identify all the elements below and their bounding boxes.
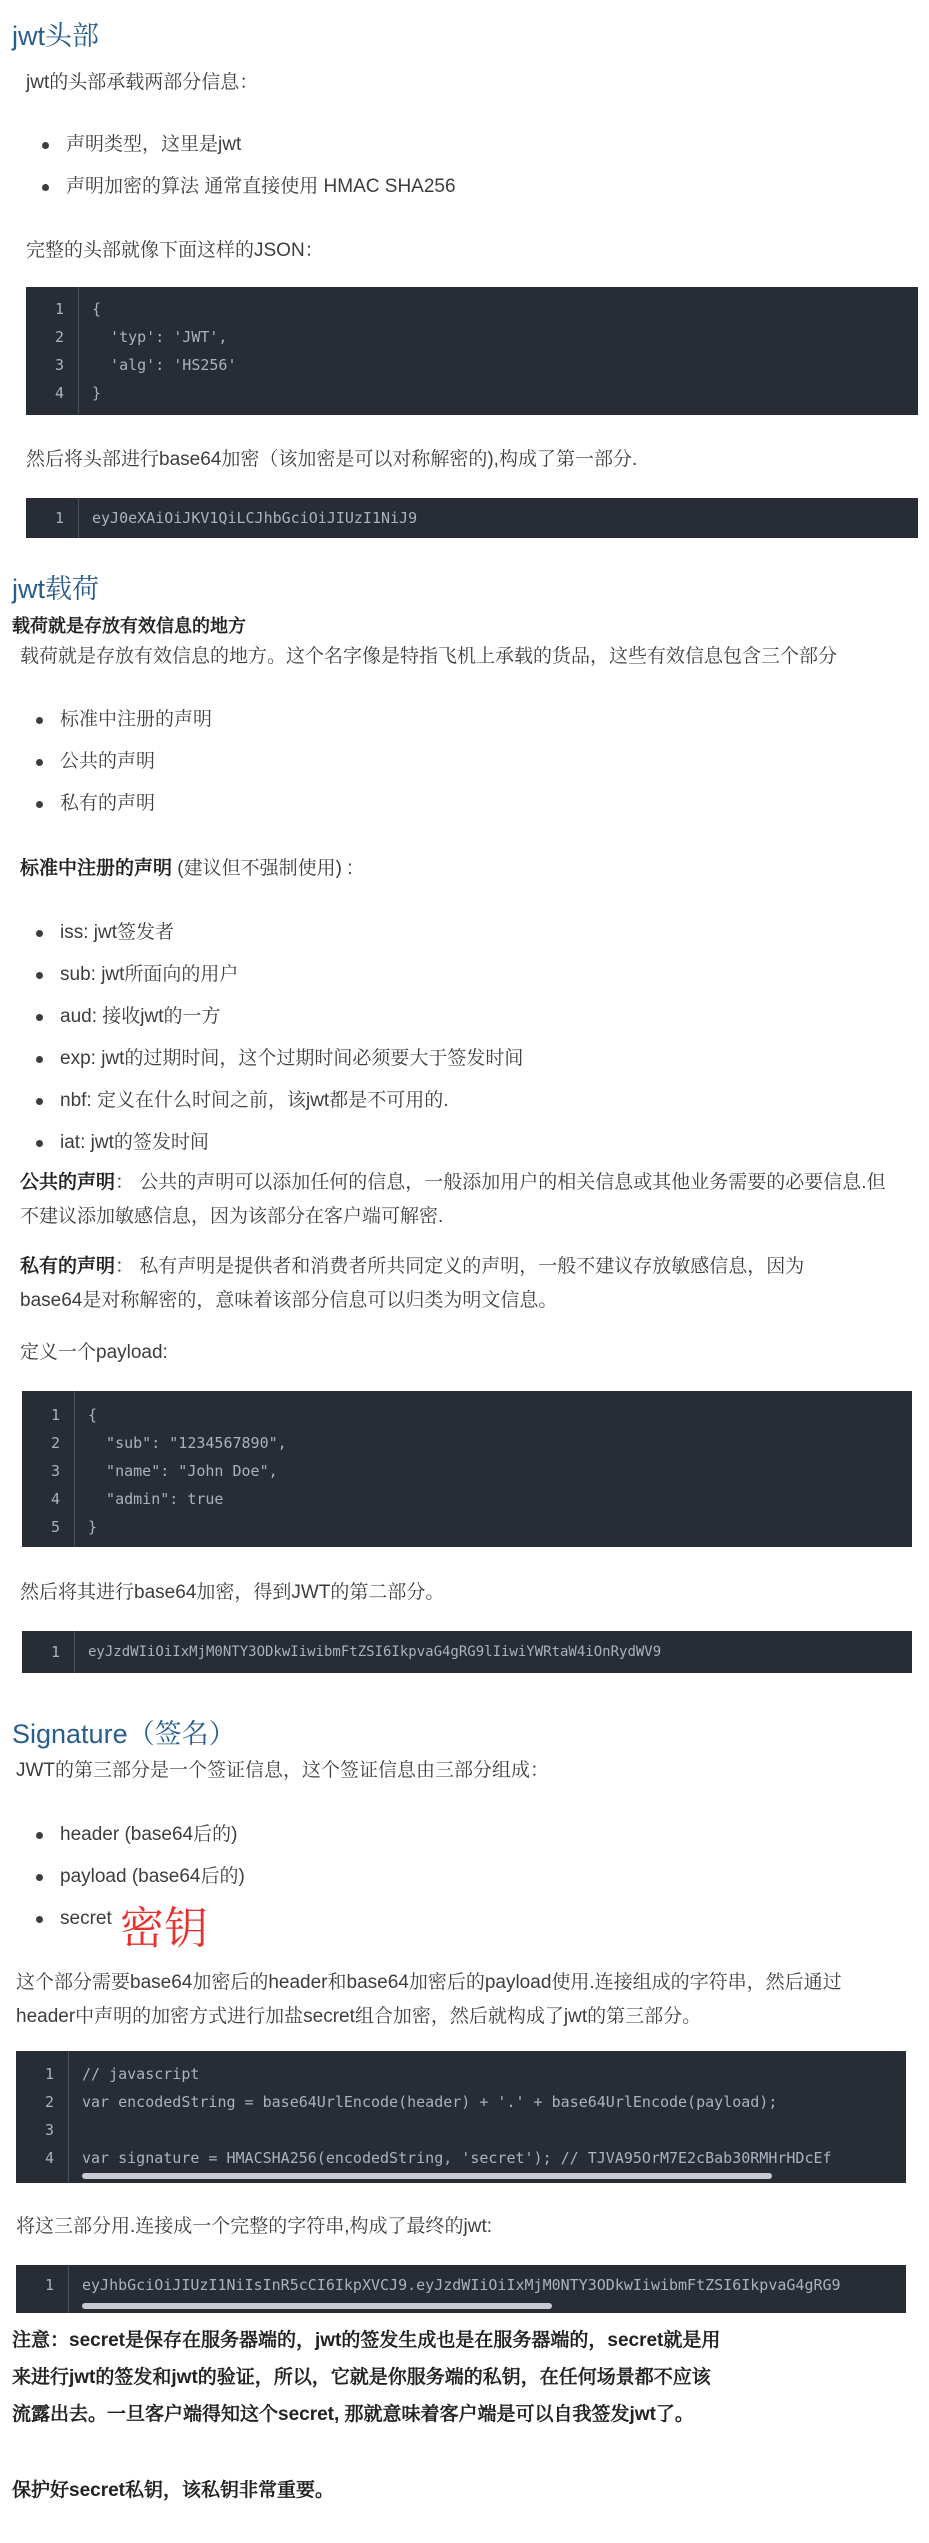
list-item: 声明类型，这里是jwt: [40, 124, 456, 166]
signature-code-block: [16, 2051, 906, 2183]
private-text: ： 私有声明是提供者和消费者所共同定义的声明，一般不建议存放敏感信息，因为base64是对称解密的，意味着该部分信息可以归类为明文信息。: [20, 1256, 805, 1311]
code-line: {: [88, 1406, 98, 1424]
secret-key-label: 密钥: [120, 1904, 208, 1953]
list-item: 声明加密的算法 通常直接使用 HMAC SHA256: [40, 166, 456, 208]
registered-title: 标准中注册的声明: [20, 858, 173, 879]
public-title: 公共的声明: [20, 1172, 116, 1193]
line-number: 4: [44, 2149, 54, 2167]
payload-encoded-block: [22, 1631, 912, 1673]
code-line: eyJzdWIiOiIxMjM0NTY3ODkwIiwibmFtZSI6IkpvaG4gRG9lIiwiYWRtaW4iOnRydWV9: [88, 1644, 662, 1660]
public-text: ： 公共的声明可以添加任何的信息，一般添加用户的相关信息或其他业务需要的必要信息.但不建议添加敏感信息，因为该部分在客户端可解密.: [20, 1172, 886, 1227]
line-number: 3: [44, 2121, 54, 2139]
payload-code-block: [22, 1391, 912, 1547]
code-line: "sub": "1234567890",: [88, 1434, 287, 1452]
code-line: "admin": true: [88, 1490, 224, 1508]
line-number: 4: [54, 384, 64, 402]
header-items: [40, 124, 456, 208]
private-title: 私有的声明: [20, 1256, 116, 1277]
code-line: {: [92, 300, 102, 318]
header-encoded-block: [26, 498, 918, 538]
secret-item-text: secret: [60, 1908, 112, 1929]
line-number: 2: [50, 1434, 60, 1452]
registered-items: [34, 912, 523, 1164]
define-payload-text: 定义一个payload:: [20, 1342, 168, 1363]
header-after-text: 然后将头部进行base64加密（该加密是可以对称解密的),构成了第一部分.: [26, 449, 638, 470]
payload-after-text: 然后将其进行base64加密，得到JWT的第二部分。: [20, 1582, 445, 1603]
line-number: 2: [44, 2093, 54, 2111]
signature-intro: JWT的第三部分是一个签证信息，这个签证信息由三部分组成：: [16, 1760, 550, 1781]
code-line: eyJ0eXAiOiJKV1QiLCJhbGciOiJIUzI1NiJ9: [92, 509, 418, 527]
final-jwt-block: [16, 2265, 906, 2313]
list-item: iat: jwt的签发时间: [34, 1122, 523, 1164]
secret-protect-note: 保护好secret私钥，该私钥非常重要。: [12, 2480, 334, 2501]
payload-intro: 载荷就是存放有效信息的地方。这个名字像是特指飞机上承载的货品，这些有效信息包含三个部分: [20, 646, 838, 667]
payload-section-title: jwt载荷: [12, 574, 99, 604]
line-number: 1: [54, 300, 64, 318]
code-line: }: [92, 384, 102, 402]
list-item: payload (base64后的): [34, 1856, 245, 1898]
line-number: 3: [54, 356, 64, 374]
code-line: eyJhbGciOiJIUzI1NiIsInR5cCI6IkpXVCJ9.eyJzdWIiOiIxMjM0NTY3ODkwIiwibmFtZSI6IkpvaG4gRG9: [82, 2276, 841, 2294]
payload-items: [34, 699, 212, 825]
code-line: "name": "John Doe",: [88, 1462, 278, 1480]
list-item: header (base64后的): [34, 1814, 245, 1856]
list-item: nbf: 定义在什么时间之前，该jwt都是不可用的.: [34, 1080, 523, 1122]
signature-paragraph: 这个部分需要base64加密后的header和base64加密后的payload使用.连接组成的字符串，然后通过header中声明的加密方式进行加盐secret组合加密，然后就构成了jwt的第三部分。: [16, 1972, 842, 2027]
code-line: var signature = HMACSHA256(encodedString, 'secret'); // TJVA95OrM7E2cBab30RMHrHDcEf: [82, 2149, 832, 2167]
header-json-intro: 完整的头部就像下面这样的JSON：: [26, 240, 324, 261]
line-number: 2: [54, 328, 64, 346]
line-number: 1: [44, 2065, 54, 2083]
combine-text: 将这三部分用.连接成一个完整的字符串,构成了最终的jwt:: [16, 2216, 493, 2237]
horizontal-scrollbar[interactable]: [82, 2303, 552, 2309]
registered-suffix: (建议但不强制使用) :: [172, 858, 353, 879]
list-item: exp: jwt的过期时间，这个过期时间必须要大于签发时间: [34, 1038, 523, 1080]
header-intro: jwt的头部承载两部分信息：: [26, 72, 259, 93]
line-number: 1: [50, 1643, 60, 1661]
list-item: iss: jwt签发者: [34, 912, 523, 954]
horizontal-scrollbar[interactable]: [82, 2173, 772, 2179]
line-number: 1: [54, 509, 64, 527]
list-item: 标准中注册的声明: [34, 699, 212, 741]
code-line: var encodedString = base64UrlEncode(header) + '.' + base64UrlEncode(payload);: [82, 2093, 778, 2111]
line-number: 5: [50, 1518, 60, 1536]
line-number: 3: [50, 1462, 60, 1480]
code-line: 'alg': 'HS256': [92, 356, 237, 374]
list-item: aud: 接收jwt的一方: [34, 996, 523, 1038]
signature-section-title: Signature（签名）: [12, 1719, 236, 1749]
secret-warning-note: 注意：secret是保存在服务器端的，jwt的签发生成也是在服务器端的，secret就是用来进行jwt的签发和jwt的验证，所以，它就是你服务端的私钥，在任何场景都不应该流露出去。一旦客户端得知这个secret, 那就意味着客户端是可以自我签发jwt了。: [12, 2330, 721, 2425]
line-number: 1: [50, 1406, 60, 1424]
public-claims-paragraph: [20, 1166, 900, 1234]
list-item: 私有的声明: [34, 783, 212, 825]
private-claims-paragraph: [20, 1250, 860, 1318]
registered-claims-heading: [20, 852, 353, 886]
list-item: sub: jwt所面向的用户: [34, 954, 523, 996]
code-line: }: [88, 1518, 98, 1536]
code-line: 'typ': 'JWT',: [92, 328, 228, 346]
header-section-title: jwt头部: [12, 21, 99, 51]
code-line: // javascript: [82, 2065, 200, 2083]
line-number: 1: [44, 2276, 54, 2294]
payload-subtitle: 载荷就是存放有效信息的地方: [12, 616, 246, 636]
header-code-block: [26, 287, 918, 415]
line-number: 4: [50, 1490, 60, 1508]
list-item: 公共的声明: [34, 741, 212, 783]
